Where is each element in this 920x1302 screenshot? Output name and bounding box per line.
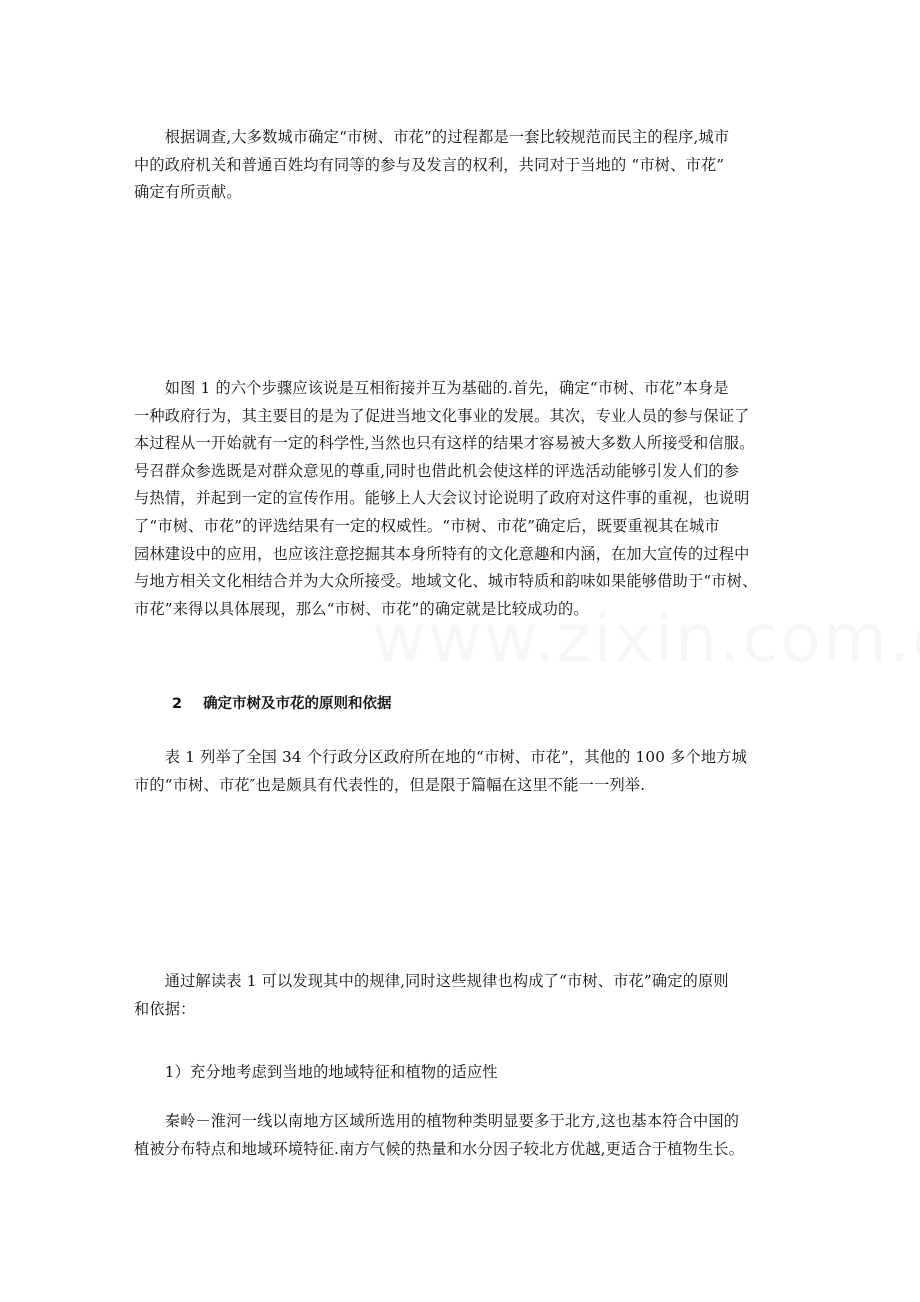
text-line: 市的“市树、市花″也是颇具有代表性的，但是限于篇幅在这里不能一一列举. <box>134 775 646 794</box>
text-line: 了“市树、市花”的评选结果有一定的权威性。“市树、市花”确定后，既要重视其在城市 <box>134 516 720 535</box>
text-line: 1）充分地考虑到当地的地域特征和植物的适应性 <box>134 1063 498 1081</box>
text-line: 秦岭－淮河一线以南地方区域所选用的植物种类明显要多于北方,这也基本符合中国的 <box>134 1112 740 1130</box>
text-line: 如图 1 的六个步骤应该说是互相衔接并互为基础的.首先，确定“市树、市花”本身是 <box>134 379 729 397</box>
section-heading <box>172 692 392 716</box>
text-line: 与地方相关文化相结合并为大众所接受。地域文化、城市特质和韵味如果能够借助于“市树、 <box>134 572 758 591</box>
text-line: 根据调查,大多数城市确定“市树、市花”的过程都是一套比较规范而民主的程序,城市 <box>134 128 730 146</box>
text-line: 本过程从一开始就有一定的科学性,当然也只有这样的结果才容易被大多数人所接受和信服。 <box>134 434 755 453</box>
text-line: 通过解读表 1 可以发现其中的规律,同时这些规律也构成了“市树、市花”确定的原则 <box>134 972 729 990</box>
text-line: 一种政府行为，其主要目的是为了促进当地文化事业的发展。其次，专业人员的参与保证了 <box>134 406 750 425</box>
text-line: 市花”来得以具体展现，那么“市树、市花”的确定就是比较成功的。 <box>134 599 589 618</box>
text-line: 植被分布特点和地域环境特征.南方气候的热量和水分因子较北方优越,更适合于植物生长。 <box>134 1139 745 1158</box>
text-line: 中的政府机关和普通百姓均有同等的参与及发言的权利，共同对于当地的 “市树、市花” <box>134 155 725 174</box>
paragraph-six-steps <box>134 375 786 623</box>
text-line: 确定有所贡献。 <box>134 183 242 202</box>
section-number: 2 <box>172 696 183 712</box>
text-line: 号召群众参选既是对群众意见的尊重,同时也借此机会使这样的评选活动能够引发人们的参 <box>134 461 740 480</box>
text-line: 表 1 列举了全国 34 个行政分区政府所在地的“市树、市花”，其他的 100 多个地方城 <box>134 748 748 766</box>
text-line: 园林建设中的应用，也应该注意挖掘其本身所特有的文化意趣和内涵，在加大宣传的过程中 <box>134 544 750 563</box>
list-item-principle-1 <box>134 1059 786 1087</box>
paragraph-table-intro <box>134 744 786 799</box>
text-line: 和依据： <box>134 999 196 1018</box>
paragraph-qinling-huaihe <box>134 1108 786 1163</box>
paragraph-rules <box>134 968 786 1023</box>
paragraph-survey <box>134 124 786 207</box>
section-title: 确定市树及市花的原则和依据 <box>203 696 392 712</box>
text-line: 与热情，并起到一定的宣传作用。能够上人大会议讨论说明了政府对这件事的重视，也说明 <box>134 489 750 508</box>
